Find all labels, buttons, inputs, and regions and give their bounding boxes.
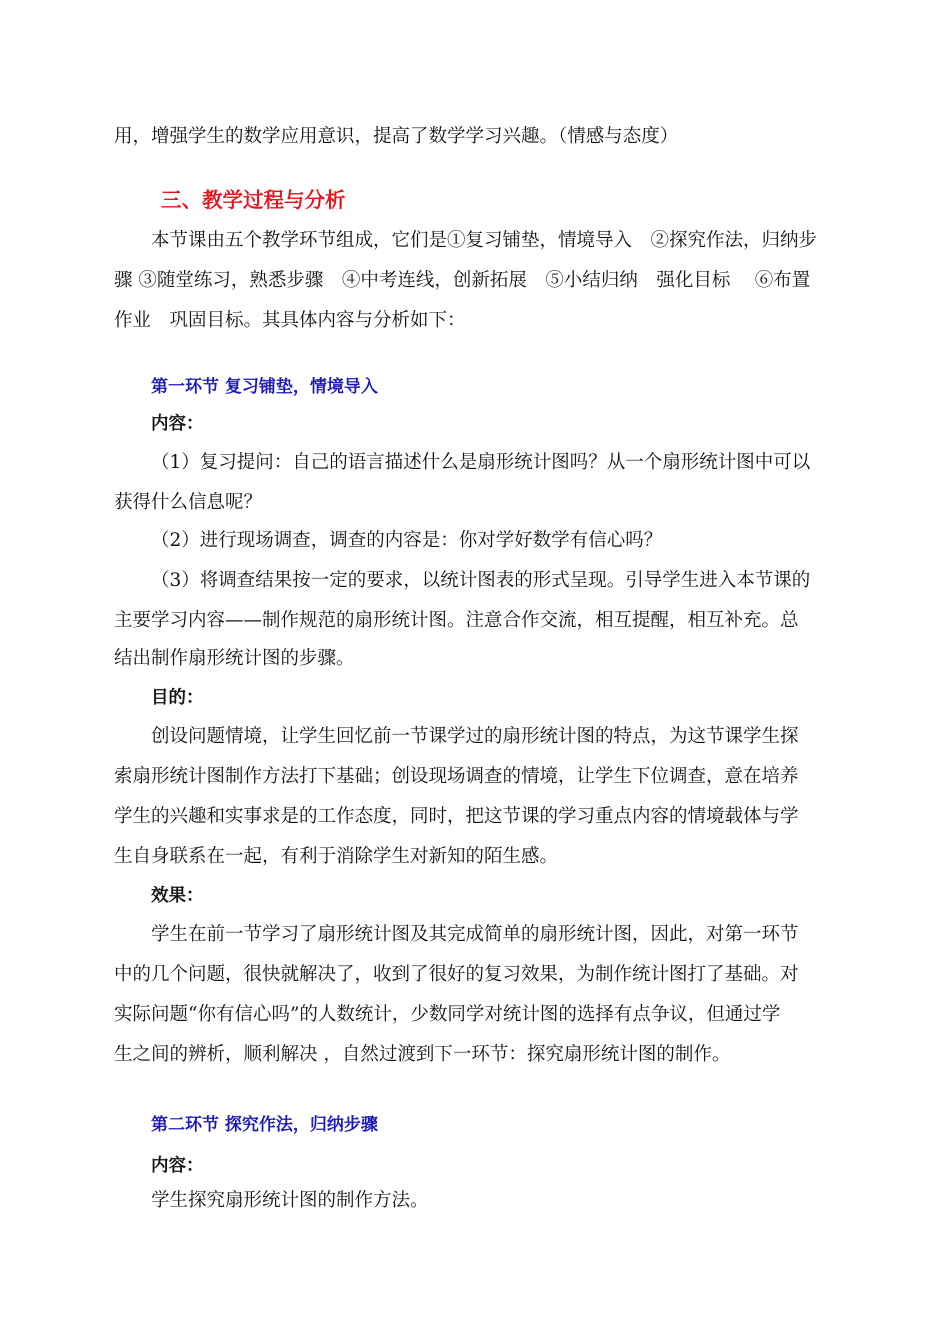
stage1-item2: （2）进行现场调查，调查的内容是：你对学好数学有信心吗？ — [151, 530, 663, 551]
purpose-line-3: 学生的兴趣和实事求是的工作态度，同时，把这节课的学习重点内容的情境载体与学 — [114, 806, 799, 827]
intro-line: 用，增强学生的数学应用意识，提高了数学学习兴趣。（情感与态度） — [114, 126, 679, 147]
purpose-line-1: 创设问题情境，让学生回忆前一节课学过的扇形统计图的特点，为这节课学生探 — [151, 726, 799, 747]
overview-line-2: 骤 ③随堂练习，熟悉步骤 ④中考连线，创新拓展 ⑤小结归纳 强化目标 ⑥布置 — [114, 270, 811, 291]
overview-line-3: 作业 巩固目标。其具体内容与分析如下： — [114, 310, 466, 331]
section-heading: 三、教学过程与分析 — [161, 188, 346, 212]
overview-line-1: 本节课由五个教学环节组成，它们是①复习铺垫，情境导入 ②探究作法，归纳步 — [151, 230, 818, 251]
stage1-item3-line2: 主要学习内容——制作规范的扇形统计图。注意合作交流，相互提醒，相互补充。总 — [114, 610, 799, 631]
stage1-item3-line3: 结出制作扇形统计图的步骤。 — [114, 648, 355, 669]
effect-line-3: 实际问题“你有信心吗”的人数统计，少数同学对统计图的选择有点争议，但通过学 — [114, 1004, 781, 1025]
purpose-line-2: 索扇形统计图制作方法打下基础；创设现场调查的情境，让学生下位调查，意在培养 — [114, 766, 799, 787]
stage1-item1-line2: 获得什么信息呢？ — [114, 492, 263, 513]
stage2-heading: 第二环节 探究作法，归纳步骤 — [151, 1115, 378, 1135]
effect-line-4: 生之间的辨析，顺利解决 ，自然过渡到下一环节：探究扇形统计图的制作。 — [114, 1044, 731, 1065]
stage1-item1-line1: （1）复习提问：自己的语言描述什么是扇形统计图吗？从一个扇形统计图中可以 — [151, 452, 811, 473]
stage1-content-label: 内容： — [151, 414, 204, 434]
effect-line-2: 中的几个问题，很快就解决了，收到了很好的复习效果，为制作统计图打了基础。对 — [114, 964, 799, 985]
effect-line-1: 学生在前一节学习了扇形统计图及其完成简单的扇形统计图，因此，对第一环节 — [151, 924, 799, 945]
stage1-effect-label: 效果： — [151, 886, 204, 906]
stage1-purpose-label: 目的： — [151, 688, 204, 708]
purpose-line-4: 生自身联系在一起，有利于消除学生对新知的陌生感。 — [114, 846, 559, 867]
stage2-content-label: 内容： — [151, 1156, 204, 1176]
stage1-heading: 第一环节 复习铺垫，情境导入 — [151, 377, 378, 397]
stage1-item3-line1: （3）将调查结果按一定的要求，以统计图表的形式呈现。引导学生进入本节课的 — [151, 570, 811, 591]
stage2-content-text: 学生探究扇形统计图的制作方法。 — [151, 1190, 429, 1211]
